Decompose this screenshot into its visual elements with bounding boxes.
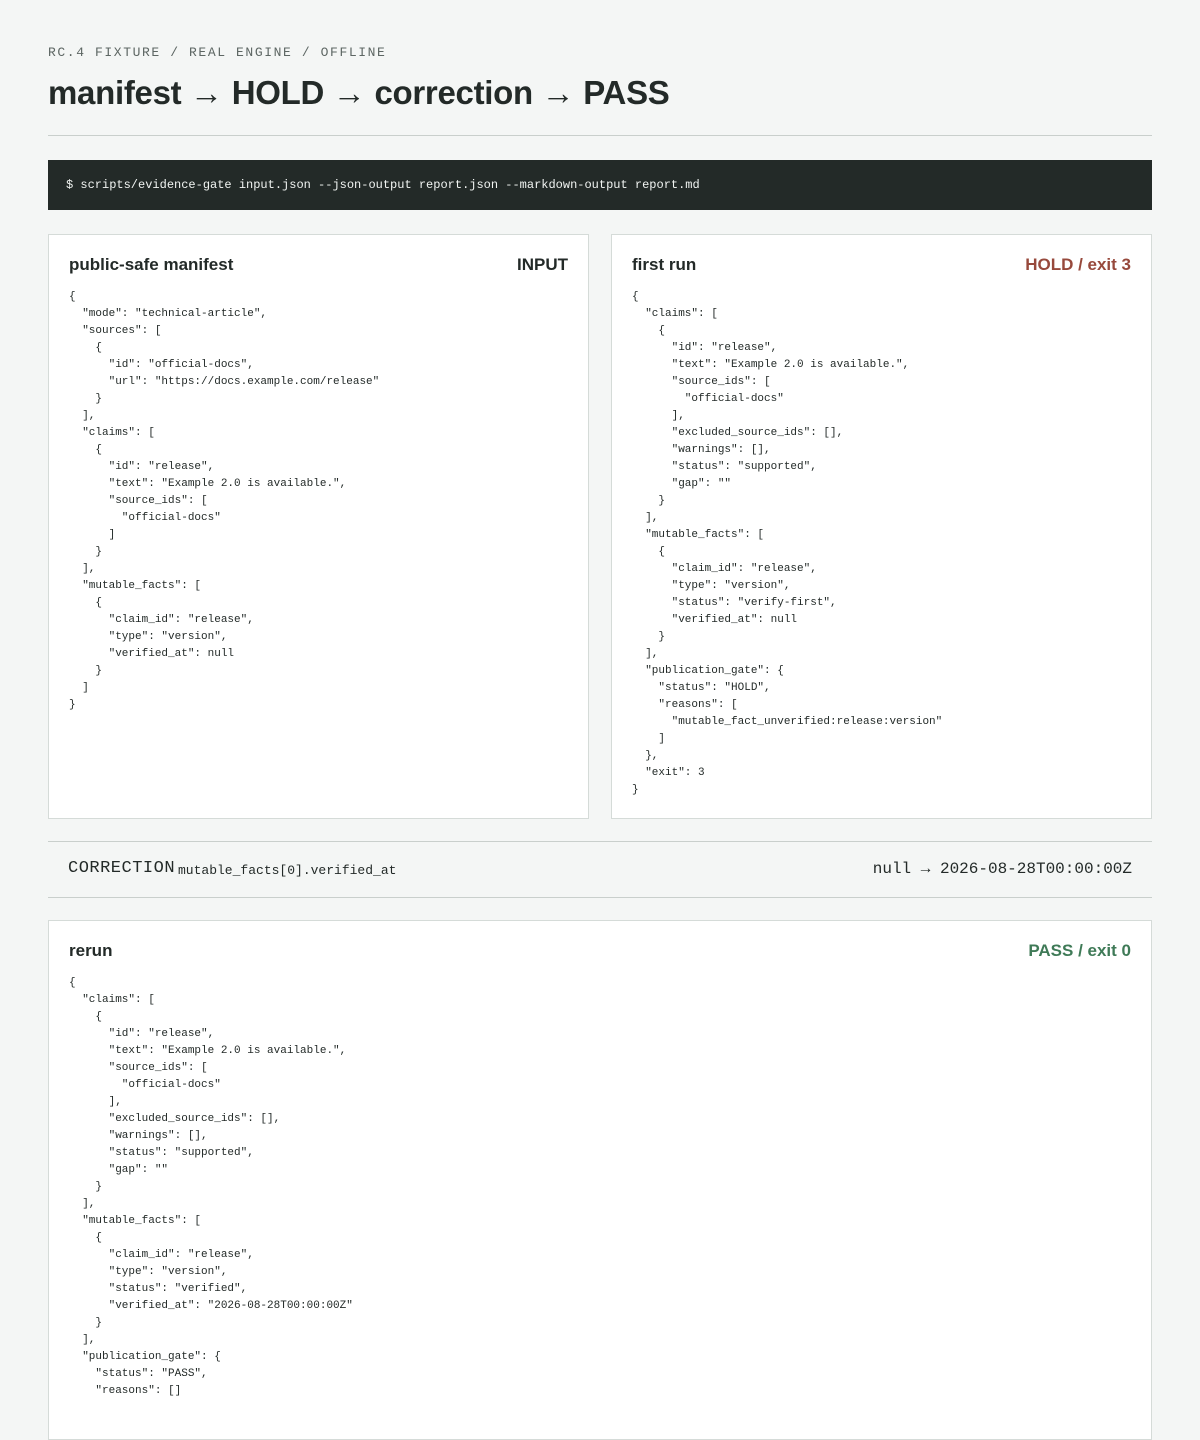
panel-title: first run xyxy=(632,255,697,274)
status-badge: INPUT xyxy=(517,255,568,274)
input-manifest-panel xyxy=(48,234,589,819)
status-badge: HOLD / exit 3 xyxy=(1025,255,1131,274)
panel-header xyxy=(69,941,1131,963)
correction-path: mutable_facts[0].verified_at xyxy=(178,863,397,878)
panel-title: public-safe manifest xyxy=(69,255,234,274)
command-line: $ scripts/evidence-gate input.json --json-output report.json --markdown-output report.md xyxy=(48,160,1152,210)
first-run-panel xyxy=(611,234,1152,819)
correction-change: null → 2026-08-28T00:00:00Z xyxy=(872,860,1132,878)
panel-header xyxy=(632,255,1131,277)
status-badge: PASS / exit 0 xyxy=(1028,941,1131,960)
correction-bar xyxy=(48,841,1152,898)
panel-title: rerun xyxy=(69,941,113,960)
json-code-block: { "mode": "technical-article", "sources": [ { "id": "official-docs", "url": "https://docs.example.com/release" } ], "claims": [ { "id": "release", "text": "Example 2.0 is available.", "source_ids": [ "official-docs" ] } ], "mutable_facts": [ { "claim_id": "release", "type": "version", "verified_at": null } ] } xyxy=(69,291,380,711)
page-title: manifest → HOLD → correction → PASS xyxy=(48,74,670,111)
header-divider xyxy=(48,135,1152,136)
correction-label: CORRECTION xyxy=(68,859,176,878)
page-eyebrow: RC.4 FIXTURE / REAL ENGINE / OFFLINE xyxy=(48,45,387,60)
json-code-block: { "claims": [ { "id": "release", "text": "Example 2.0 is available.", "source_ids": [ "official-docs" ], "excluded_source_ids": [], "warnings": [], "status": "supported", "gap": "" } ], "mutable_facts": [ { "claim_id": "release", "type": "version", "status": "verified", "verified_at": "2026-08-28T00:00:00Z" } ], "publication_gate": { "status": "PASS", "reasons": [] xyxy=(69,977,353,1397)
rerun-panel xyxy=(48,920,1152,1440)
json-code-block: { "claims": [ { "id": "release", "text": "Example 2.0 is available.", "source_ids": [ "official-docs" ], "excluded_source_ids": [], "warnings": [], "status": "supported", "gap": "" } ], "mutable_facts": [ { "claim_id": "release", "type": "version", "status": "verify-first", "verified_at": null } ], "publication_gate": { "status": "HOLD", "reasons": [ "mutable_fact_unverified:release:version" ] }, "exit": 3 } xyxy=(632,291,943,796)
panel-header xyxy=(69,255,568,277)
